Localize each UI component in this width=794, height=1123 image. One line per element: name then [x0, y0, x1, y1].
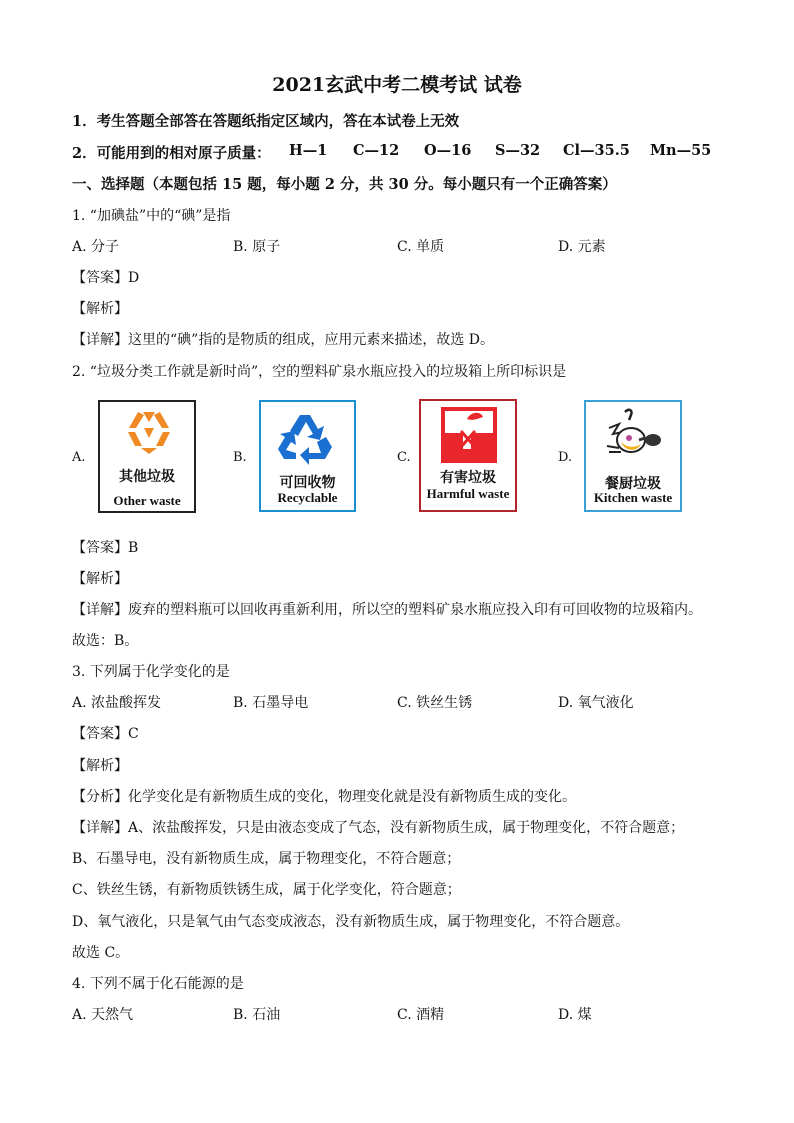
recycle-icon — [276, 409, 340, 465]
q2-bin-d-en: Kitchen waste — [593, 490, 673, 505]
q2-option-b-bin[interactable] — [259, 400, 356, 512]
atom-mass-cl: Cl—35.5 — [563, 142, 630, 159]
q4-option-d[interactable]: D. 煤 — [558, 1007, 592, 1023]
q4-option-c[interactable]: C. 酒精 — [397, 1007, 445, 1023]
harmful-waste-icon — [441, 407, 497, 463]
q3-option-c[interactable]: C. 铁丝生锈 — [397, 695, 473, 711]
q3-detail-b: B、石墨导电，没有新物质生成，属于物理变化，不符合题意； — [72, 851, 461, 867]
q2-bin-d-cn: 餐厨垃圾 — [605, 476, 661, 492]
q2-option-c-letter[interactable]: C. — [397, 450, 411, 465]
note-1: 1．考生答题全部答在答题纸指定区域内，答在本试卷上无效 — [72, 113, 460, 130]
atom-mass-c: C—12 — [353, 142, 400, 159]
atom-mass-o: O—16 — [424, 142, 472, 159]
q1-option-d[interactable]: D. 元素 — [558, 239, 606, 255]
q3-stem: 3. 下列属于化学变化的是 — [72, 664, 230, 680]
q4-stem: 4. 下列不属于化石能源的是 — [72, 976, 244, 992]
page-title: 2021玄武中考二模考试 试卷 — [272, 74, 522, 96]
q2-analysis: 【解析】 — [72, 571, 128, 587]
q2-answer: 【答案】B — [72, 540, 139, 556]
q2-option-d-bin[interactable] — [584, 400, 682, 512]
q3-conclusion: 故选 C。 — [72, 945, 130, 961]
atom-mass-mn: Mn—55 — [650, 142, 712, 159]
q2-option-c-bin[interactable] — [419, 399, 517, 512]
q2-conclusion: 故选：B。 — [72, 633, 139, 649]
q2-stem: 2. “垃圾分类工作就是新时尚”，空的塑料矿泉水瓶应投入的垃圾箱上所印标识是 — [72, 364, 567, 380]
q2-bin-a-en: Other waste — [113, 493, 181, 508]
q1-answer: 【答案】D — [72, 270, 140, 286]
q1-option-a[interactable]: A. 分子 — [72, 239, 120, 255]
q2-bin-b-en: Recyclable — [277, 490, 338, 505]
q3-option-b[interactable]: B. 石墨导电 — [233, 695, 309, 711]
q2-option-b-letter[interactable]: B. — [233, 450, 247, 465]
note-2-prefix: 2．可能用到的相对原子质量： — [72, 145, 271, 162]
atom-mass-h: H—1 — [289, 142, 328, 159]
q2-bin-c-cn: 有害垃圾 — [440, 470, 496, 486]
section-heading: 一、选择题（本题包括 15 题，每小题 2 分，共 30 分。每小题只有一个正确答案） — [72, 176, 617, 193]
q4-option-a[interactable]: A. 天然气 — [72, 1007, 134, 1023]
q2-bin-a-cn: 其他垃圾 — [119, 469, 175, 485]
q1-option-b[interactable]: B. 原子 — [233, 239, 281, 255]
q3-option-a[interactable]: A. 浓盐酸挥发 — [72, 695, 162, 711]
q2-bin-b-cn: 可回收物 — [279, 475, 336, 491]
q3-fenxi: 【分析】化学变化是有新物质生成的变化，物理变化就是没有新物质生成的变化。 — [72, 789, 576, 805]
q2-option-a-letter[interactable]: A. — [72, 450, 86, 465]
q1-detail: 【详解】这里的“碘”指的是物质的组成，应用元素来描述，故选 D。 — [72, 332, 494, 348]
q1-option-c[interactable]: C. 单质 — [397, 239, 445, 255]
q3-analysis: 【解析】 — [72, 758, 128, 774]
q1-stem: 1. “加碘盐”中的“碘”是指 — [72, 208, 231, 224]
q4-option-b[interactable]: B. 石油 — [233, 1007, 281, 1023]
q1-analysis: 【解析】 — [72, 301, 128, 317]
other-waste-icon — [124, 408, 174, 456]
q2-option-a-bin[interactable] — [98, 400, 196, 513]
q2-detail: 【详解】废弃的塑料瓶可以回收再重新利用，所以空的塑料矿泉水瓶应投入印有可回收物的垃圾箱内。 — [72, 602, 702, 618]
kitchen-waste-icon — [599, 406, 669, 466]
q3-detail-c: C、铁丝生锈，有新物质铁锈生成，属于化学变化，符合题意； — [72, 882, 461, 898]
q3-detail-d: D、氧气液化，只是氧气由气态变成液态，没有新物质生成，属于物理变化，不符合题意。 — [72, 914, 630, 930]
q2-option-d-letter[interactable]: D. — [558, 450, 573, 465]
q3-answer: 【答案】C — [72, 726, 139, 742]
q3-detail: 【详解】A、浓盐酸挥发，只是由液态变成了气态，没有新物质生成，属于物理变化，不符合题意； — [72, 820, 685, 836]
atom-mass-s: S—32 — [495, 142, 541, 159]
q3-option-d[interactable]: D. 氧气液化 — [558, 695, 634, 711]
q2-bin-c-en: Harmful waste — [426, 486, 510, 501]
